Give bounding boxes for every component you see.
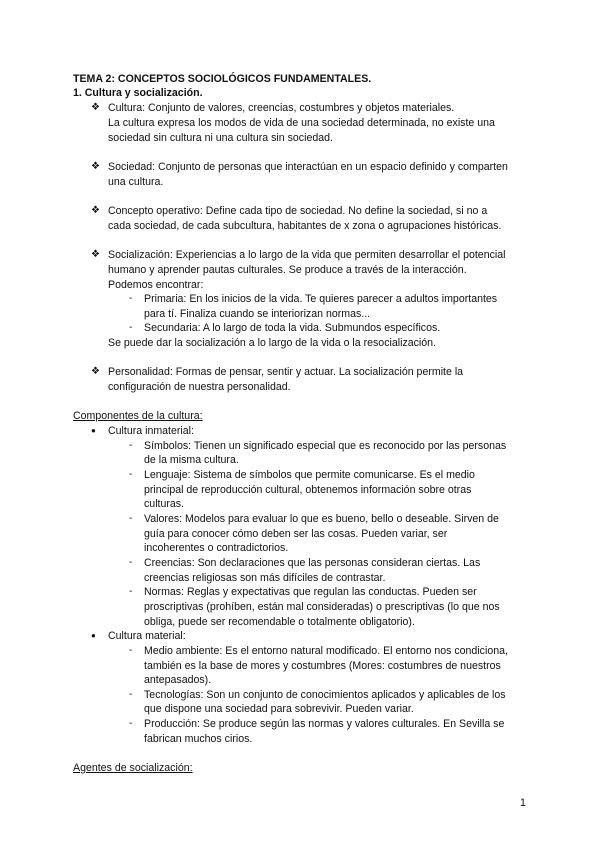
list-item-line: de la misma cultura. [144,454,239,466]
paragraph-line: Socialización: Experiencias a lo largo de la vida que permiten desarrollar el potencial [108,249,506,261]
page-number: 1 [520,797,526,809]
list-item-line: Medio ambiente: Es el entorno natural modificado. El entorno nos condiciona, [144,645,508,657]
list-item-line: que dispone una sociedad para sobrevivir. Pueden variar. [144,703,414,715]
diamond-bullet-icon: ❖ [91,366,100,377]
dash-bullet-icon: - [129,293,133,304]
paragraph-line: Concepto operativo: Define cada tipo de sociedad. No define la sociedad, si no a [108,205,488,217]
diamond-bullet-icon: ❖ [91,102,100,113]
list-item-line: obliga, puede ser recomendable o totalmente obligatorio). [144,616,415,628]
diamond-bullet-icon: ❖ [91,161,100,172]
dash-bullet-icon: - [129,645,133,656]
paragraph-line: Podemos encontrar: [108,279,204,291]
list-heading: Cultura material: [108,630,186,642]
document-title: TEMA 2: CONCEPTOS SOCIOLÓGICOS FUNDAMENTALES. [73,73,372,85]
list-item-line: culturas. [144,498,185,510]
list-heading: Cultura inmaterial: [108,425,194,437]
subsection-heading: Agentes de socialización: [73,762,193,774]
section-heading: 1. Cultura y socialización. [73,87,203,99]
list-item-line: Tecnologías: Son un conjunto de conocimientos aplicados y aplicables de los [144,689,506,701]
diamond-bullet-icon: ❖ [91,205,100,216]
dash-bullet-icon: - [129,718,133,729]
paragraph-line: Personalidad: Formas de pensar, sentir y actuar. La socialización permite la [108,366,464,378]
bullet-dot-icon: ● [91,426,96,435]
dash-bullet-icon: - [129,689,133,700]
paragraph-line: Se puede dar la socialización a lo largo de la vida o la resocialización. [108,337,437,349]
list-item-line: Símbolos: Tienen un significado especial que es reconocido por las personas [144,440,507,452]
subsection-heading: Componentes de la cultura: [73,410,203,422]
list-item-line: Creencias: Son declaraciones que las personas consideran ciertas. Las [144,557,481,569]
diamond-bullet-icon: ❖ [91,249,100,260]
paragraph-line: sociedad sin cultura ni una cultura sin sociedad. [108,132,333,144]
list-item-line: incoherentes o contradictorios. [144,542,289,554]
list-item-line: para tí. Finaliza cuando se interiorizan normas... [144,308,371,320]
dash-bullet-icon: - [129,586,133,597]
dash-bullet-icon: - [129,469,133,480]
dash-bullet-icon: - [129,440,133,451]
list-item-line: guía para conocer cómo deben ser las cosas. Pueden variar, ser [144,528,448,540]
list-item-line: creencias religiosas son más difíciles de contrastar. [144,572,386,584]
paragraph-line: configuración de nuestra personalidad. [108,381,291,393]
dash-bullet-icon: - [129,557,133,568]
list-item-line: Lenguaje: Sistema de símbolos que permite comunicarse. Es el medio [144,469,475,481]
paragraph-line: Sociedad: Conjunto de personas que interactúan en un espacio definido y comparten [108,161,508,173]
list-item-line: Normas: Reglas y expectativas que regulan las conductas. Pueden ser [144,586,477,598]
list-item-line: principal de reproducción cultural, obtenemos información sobre otras [144,484,472,496]
list-item-line: Producción: Se produce según las normas y valores culturales. En Sevilla se [144,718,505,730]
paragraph-line: una cultura. [108,176,164,188]
bullet-dot-icon: ● [91,631,96,640]
list-item-line: Secundaria: A lo largo de toda la vida. Submundos específicos. [144,322,441,334]
list-item-line: también es la base de mores y costumbres (Mores: costumbres de nuestros [144,660,501,672]
list-item-line: antepasados). [144,674,212,686]
paragraph-line: La cultura expresa los modos de vida de una sociedad determinada, no existe una [108,117,495,129]
list-item-line: Valores: Modelos para evaluar lo que es bueno, bello o deseable. Sirven de [144,513,499,525]
dash-bullet-icon: - [129,513,133,524]
list-item-line: proscriptivas (prohíben, están mal consideradas) o prescriptivas (lo que nos [144,601,500,613]
paragraph-line: Cultura: Conjunto de valores, creencias, costumbres y objetos materiales. [108,102,455,114]
paragraph-line: cada sociedad, de cada subcultura, habitantes de x zona o agrupaciones históricas. [108,220,502,232]
dash-bullet-icon: - [129,322,133,333]
paragraph-line: humano y aprender pautas culturales. Se produce a través de la interacción. [108,264,467,276]
list-item-line: fabrican muchos cirios. [144,733,253,745]
list-item-line: Primaria: En los inicios de la vida. Te quieres parecer a adultos importantes [144,293,498,305]
